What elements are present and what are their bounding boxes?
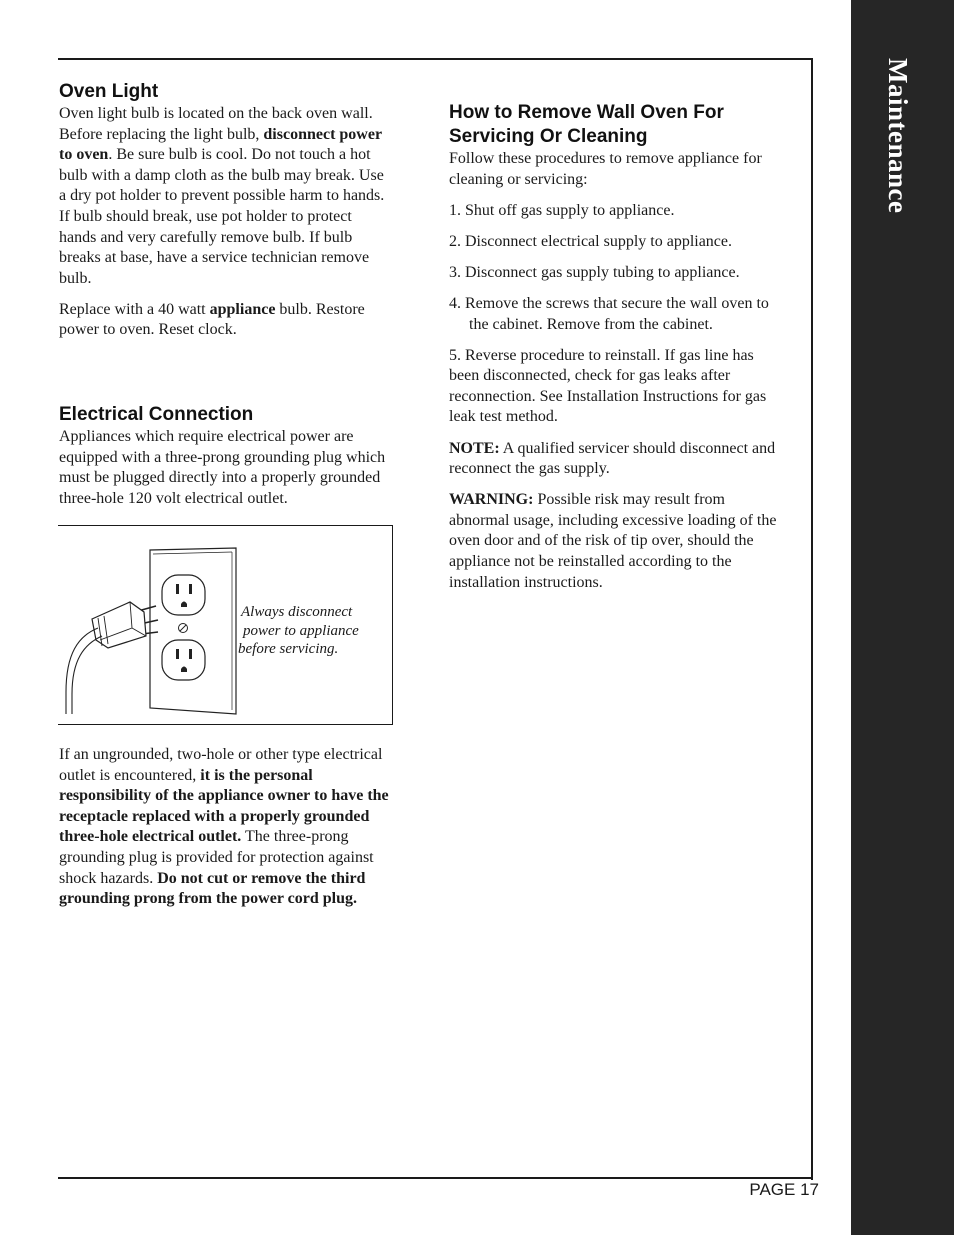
- bottom-rule: [58, 1177, 813, 1179]
- outlet-figure: [58, 525, 393, 725]
- electrical-section: [59, 403, 391, 520]
- bold-text: Do not cut or remove the third grounding prong from the power cord plug.: [59, 869, 366, 908]
- electrical-heading: Electrical Connection: [59, 404, 254, 425]
- electrical-paragraph-1: Appliances which require electrical power are equipped with a three-prong grounding plug which must be plugged directly into a properly grounded three-hole 120 volt electrical outlet.: [59, 428, 386, 507]
- outlet-plug-illustration: [58, 544, 238, 719]
- step-2: 2. Disconnect electrical supply to appliance.: [449, 232, 733, 250]
- text-run: Oven light bulb is located on the back oven wall. Before replacing the light bulb,: [59, 105, 373, 143]
- text-run: If an ungrounded, two-hole or other type electrical outlet is encountered,: [59, 746, 383, 784]
- figure-caption: [238, 603, 386, 659]
- oven-light-paragraph-2: [59, 300, 391, 341]
- text-run: . Be sure bulb is cool. Do not touch a hot bulb with a damp cloth as the bulb may break. Use a dry pot holder to prevent possible harm to hands. If bulb should break, use pot holder to protect hands and very carefully remove bulb. If bulb breaks at base, have a service technician remove bulb.: [59, 146, 385, 287]
- step-5: 5. Reverse procedure to reinstall. If gas line has been disconnected, check for gas leaks after reconnection. See Installation Instructions for gas leak test method.: [449, 346, 767, 426]
- step-1: 1. Shut off gas supply to appliance.: [449, 201, 675, 219]
- remove-intro: Follow these procedures to remove appliance for cleaning or servicing:: [449, 150, 762, 188]
- oven-light-heading: Oven Light: [59, 81, 159, 102]
- bold-text: disconnect power to oven: [59, 125, 382, 164]
- right-rule: [811, 58, 813, 1180]
- bold-text: NOTE:: [449, 439, 500, 457]
- grounding-section: [59, 745, 391, 920]
- top-rule: [58, 58, 813, 60]
- bold-text: it is the personal responsibility of the appliance owner to have the receptacle replaced with a properly grounded three-hole electrical outlet.: [59, 766, 389, 846]
- text-run: Possible risk may result from abnormal usage, including excessive loading of the oven door and of the risk of tip over, should the appliance not be reinstalled according to the installation instructions.: [449, 491, 777, 591]
- left-column: [59, 80, 391, 352]
- caption-line-3: before servicing.: [238, 641, 339, 657]
- text-run: Replace with a 40 watt: [59, 300, 210, 318]
- text-run: The three-prong grounding plug is provided for protection against shock hazards.: [59, 828, 374, 887]
- grounding-paragraph: [59, 745, 391, 910]
- text-run: A qualified servicer should disconnect and reconnect the gas supply.: [449, 439, 776, 478]
- page-number: PAGE 17: [749, 1180, 819, 1199]
- text-run: bulb. Restore power to oven. Reset clock.: [59, 300, 365, 339]
- right-column: [449, 101, 785, 604]
- bold-text: WARNING:: [449, 491, 534, 509]
- remove-oven-heading: How to Remove Wall Oven For Servicing Or Cleaning: [449, 102, 724, 147]
- side-tab-label: Maintenance: [883, 58, 913, 214]
- step-4: 4. Remove the screws that secure the wall oven to the cabinet. Remove from the cabinet.: [449, 294, 769, 333]
- warning-paragraph: [449, 490, 785, 593]
- bold-text: appliance: [209, 300, 276, 318]
- caption-line-2: power to appliance: [243, 622, 359, 639]
- step-3: 3. Disconnect gas supply tubing to appliance.: [449, 263, 740, 281]
- caption-line-1: Always disconnect: [241, 604, 353, 620]
- note-paragraph: [449, 439, 785, 480]
- oven-light-paragraph-1: [59, 104, 391, 289]
